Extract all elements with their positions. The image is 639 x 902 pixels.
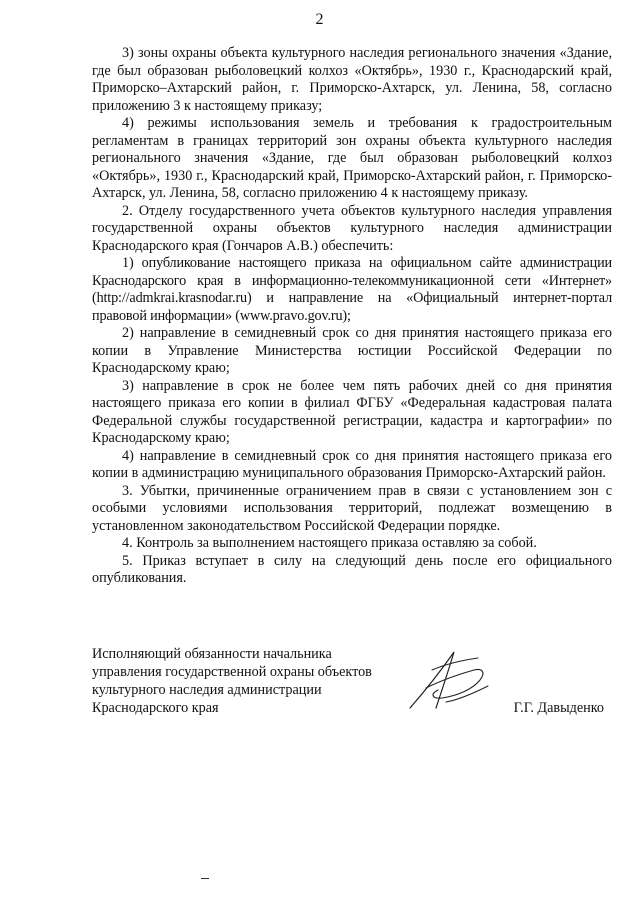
handwritten-signature — [402, 642, 492, 722]
document-body — [92, 45, 612, 588]
paragraph-land-use-regimes: 4) режимы использования земель и требования к градостроительным регламентам в границах территорий зон охраны объекта культурного наследия регионального значения «Здание, где был образован рыболовецкий колхоз «Октябрь», 1930 г., Краснодарский край, Приморско-Ахтарский район, г. Приморско-Ахтарск, ул. Ленина, 58, согласно приложению 4 к настоящему приказу. — [92, 115, 612, 201]
paragraph-cadastral-copy: 3) направление в срок не более чем пять рабочих дней со дня принятия настоящего приказа его копии в филиал ФГБУ «Федеральная кадастровая палата Федеральной службы государственной регистрации, кадастра и картографии» по Краснодарскому краю; — [92, 377, 612, 446]
signatory-title-line: Исполняющий обязанности начальника — [92, 646, 332, 662]
signatory-name: Г.Г. Давыденко — [513, 700, 604, 716]
paragraph-zones-protection: 3) зоны охраны объекта культурного наследия регионального значения «Здание, где был образован рыболовецкий колхоз «Октябрь», 1930 г., Краснодарский край, Приморско–Ахтарский район, г. Приморско-Ахтарск, ул. Ленина, 58, согласно приложению 3 к настоящему приказу; — [92, 45, 612, 114]
paragraph-ministry-copy: 2) направление в семидневный срок со дня принятия настоящего приказа его копии в Управление Министерства юстиции Российской Федерации по Краснодарскому краю; — [92, 325, 612, 376]
signatory-title-line: управления государственной охраны объектов — [92, 664, 372, 680]
signatory-title-line: Краснодарского края — [92, 700, 219, 716]
paragraph-control: 4. Контроль за выполнением настоящего приказа оставляю за собой. — [122, 535, 537, 551]
signature-block — [92, 645, 612, 725]
signatory-title — [92, 645, 412, 717]
paragraph-losses-compensation: 3. Убытки, причиненные ограничением прав в связи с установлением зон с особыми условиями использования территорий, подлежат возмещению в установленном законодательством Российской Федерации порядке. — [92, 482, 612, 534]
paragraph-department-duties: 2. Отделу государственного учета объектов культурного наследия управления государственной охраны объектов культурного наследия администрации Краснодарского края (Гончаров А.В.) обеспечить: — [92, 202, 612, 254]
signatory-title-line: культурного наследия администрации — [92, 682, 322, 698]
paragraph-municipal-copy: 4) направление в семидневный срок со дня принятия настоящего приказа его копии в администрацию муниципального образования Приморско-Ахтарский район. — [92, 447, 612, 481]
paragraph-publication: 1) опубликование настоящего приказа на официальном сайте администрации Краснодарского края в информационно-телекоммуникационной сети «Интернет» (http://admkrai.krasnodar.ru) и направление на «Официальный интернет-портал правовой информации» (www.pravo.gov.ru); — [92, 255, 612, 324]
paragraph-entry-into-force: 5. Приказ вступает в силу на следующий день после его официального опубликования. — [92, 552, 612, 586]
page-number: 2 — [315, 11, 324, 28]
footer-mark — [201, 878, 209, 879]
